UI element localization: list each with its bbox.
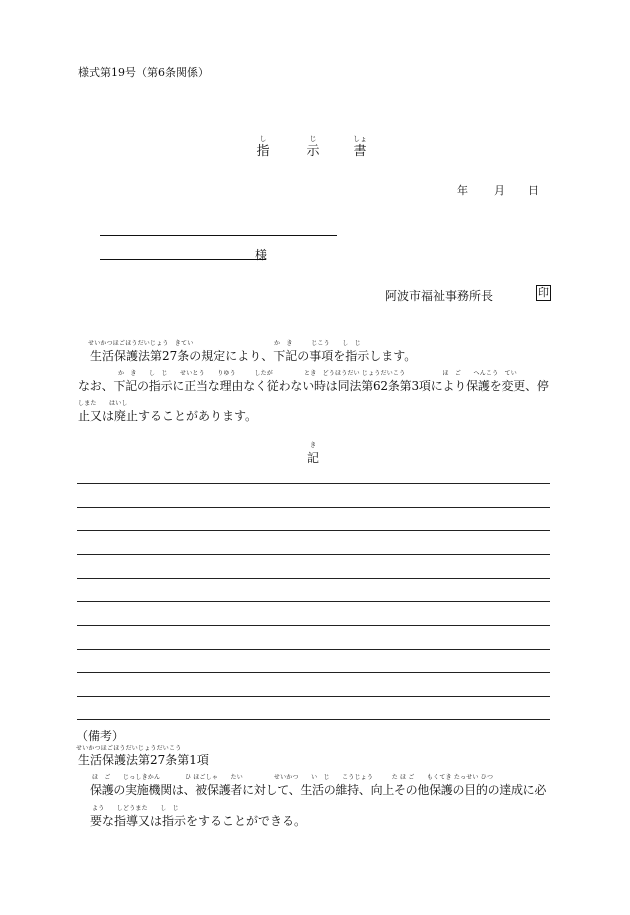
recipient-address-line [100, 235, 337, 236]
notes-heading: （備考） [76, 729, 125, 743]
notes-p2: 要な指導又は指示をすることができる。 [90, 814, 307, 828]
ruled-line [77, 719, 550, 720]
ruled-line [77, 649, 550, 650]
date-day: 日 [528, 184, 539, 197]
title-char: しょ 書 [353, 135, 367, 159]
title-char: じ 示 [306, 135, 320, 159]
date-month: 月 [494, 184, 505, 197]
notes-p2-ruby: よう しどうまた し じ [92, 805, 179, 812]
notes-law: 生活保護法第27条第1項 [78, 753, 209, 767]
ruled-line [77, 601, 550, 602]
date-year: 年 [457, 184, 468, 197]
ruled-line [77, 578, 550, 579]
notes-p1-ruby: ほ ご じっしきかん ひ ほごしゃ たい せいかつ い じ こうじょう た ほ ご もくてき たっせい ひつ [92, 774, 494, 781]
ruled-line [77, 530, 550, 531]
body-line3: 止又は廃止することがあります。 [78, 409, 258, 423]
ruled-line [77, 672, 550, 673]
form-number: 様式第19号（第6条関係） [78, 66, 209, 79]
ruled-line [77, 625, 550, 626]
ki-ruby: き [310, 442, 317, 449]
body-line3-ruby: しまた はいし [78, 400, 128, 407]
body-line1-ruby: せいかつほごほうだいじょう きてい か き じこう し じ [88, 340, 361, 347]
ruled-line [77, 696, 550, 697]
body-line2-ruby: か き し じ せいとう りゆう したが とき どうほうだい じょうだいこう ほ ご へんこう てい [118, 370, 517, 377]
seal-box: 印 [538, 286, 549, 299]
ruled-line [77, 554, 550, 555]
title-char: し 指 [256, 135, 270, 159]
recipient-suffix: 様 [255, 248, 268, 262]
body-line2: なお、下記の指示に正当な理由なく従わない時は同法第62条第3項により保護を変更、停 [78, 379, 549, 393]
notes-law-ruby: せいかつほごほうだいじょうだいこう [76, 745, 182, 752]
ki-heading: 記 [307, 451, 320, 465]
ruled-line [77, 483, 550, 484]
notes-p1: 保護の実施機関は、被保護者に対して、生活の維持、向上その他保護の目的の達成に必 [90, 783, 547, 797]
recipient-name-line [100, 259, 266, 260]
issuer-name: 阿波市福祉事務所長 [385, 289, 494, 303]
body-line1: 生活保護法第27条の規定により、下記の事項を指示します。 [90, 349, 417, 363]
ruled-line [77, 507, 550, 508]
